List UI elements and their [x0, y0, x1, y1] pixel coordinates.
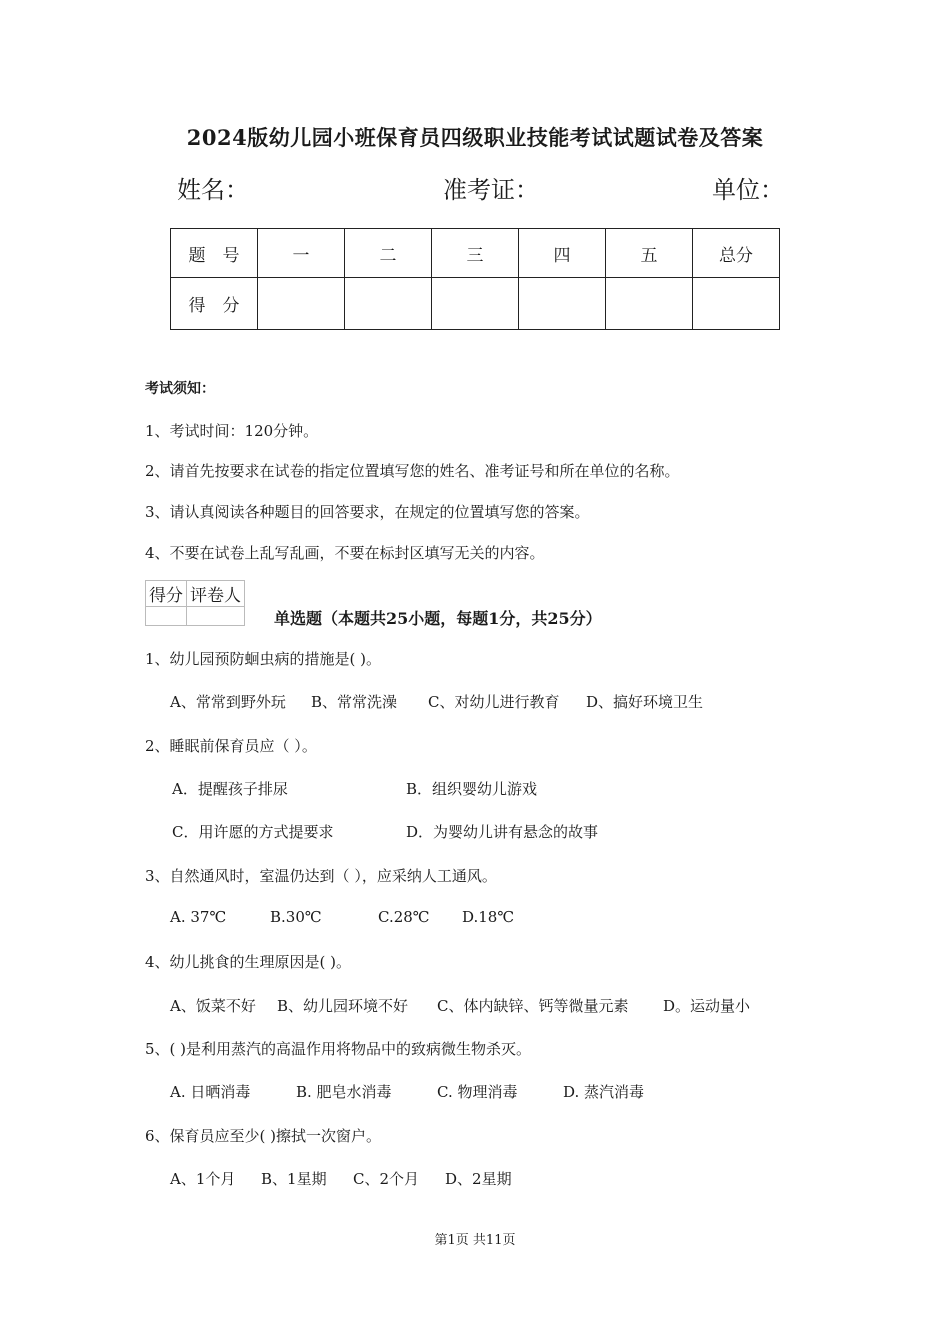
header-cell-4: 四: [519, 229, 606, 278]
question-stem: 1、幼儿园预防蛔虫病的措施是( )。: [145, 650, 382, 668]
score-cell-4[interactable]: [519, 278, 606, 330]
option: A. 37℃: [170, 908, 227, 926]
score-cell-2[interactable]: [345, 278, 432, 330]
grader-box: [145, 580, 245, 626]
score-table-score-row: [171, 278, 780, 330]
question-stem: 3、自然通风时，室温仍达到（ ），应采纳人工通风。: [145, 867, 497, 885]
option: B、幼儿园环境不好: [277, 997, 409, 1015]
option: A．提醒孩子排尿: [172, 780, 288, 798]
score-cell-1[interactable]: [258, 278, 345, 330]
question-stem: 2、睡眠前保育员应（ ）。: [145, 737, 317, 755]
option: A. 日晒消毒: [170, 1083, 251, 1101]
question-stem: 6、保育员应至少( )擦拭一次窗户。: [145, 1127, 382, 1145]
option: B. 肥皂水消毒: [296, 1083, 392, 1101]
page-footer: 第1页 共11页: [434, 1233, 516, 1248]
unit-label: 单位：: [712, 176, 784, 204]
option: C、2个月: [353, 1170, 420, 1188]
header-cell-total: 总分: [693, 229, 780, 278]
option: C.28℃: [378, 908, 430, 926]
option: C. 物理消毒: [437, 1083, 518, 1101]
score-cell-total[interactable]: [693, 278, 780, 330]
header-cell-1: 一: [258, 229, 345, 278]
page-title: 2024版幼儿园小班保育员四级职业技能考试试题试卷及答案: [186, 125, 764, 150]
exam-id-label: 准考证：: [443, 176, 539, 204]
option: C、体内缺锌、钙等微量元素: [437, 997, 629, 1015]
grader-score-cell[interactable]: [146, 607, 187, 626]
question-stem: 5、( )是利用蒸汽的高温作用将物品中的致病微生物杀灭。: [145, 1040, 532, 1058]
option: D。运动量小: [663, 997, 751, 1015]
option: D.18℃: [462, 908, 515, 926]
header-cell-3: 三: [432, 229, 519, 278]
option: D. 蒸汽消毒: [563, 1083, 645, 1101]
option: B、常常洗澡: [311, 693, 398, 711]
score-cell-5[interactable]: [606, 278, 693, 330]
grader-score-label: 得分: [146, 581, 187, 607]
notice-item: 3、请认真阅读各种题目的回答要求，在规定的位置填写您的答案。: [145, 503, 590, 521]
option: B．组织婴幼儿游戏: [406, 780, 538, 798]
notice-item: 4、不要在试卷上乱写乱画，不要在标封区填写无关的内容。: [145, 544, 545, 562]
section-title: 单选题（本题共25小题，每题1分，共25分）: [274, 609, 602, 628]
score-table-header-row: [171, 229, 780, 278]
notice-item: 2、请首先按要求在试卷的指定位置填写您的姓名、准考证号和所在单位的名称。: [145, 462, 680, 480]
option: B、1星期: [261, 1170, 327, 1188]
option: C．用许愿的方式提要求: [172, 823, 334, 841]
option: B.30℃: [270, 908, 322, 926]
option: D．为婴幼儿讲有悬念的故事: [406, 823, 599, 841]
grader-reviewer-label: 评卷人: [187, 581, 245, 607]
score-table: [170, 228, 780, 330]
notice-item: 1、考试时间：120分钟。: [145, 422, 319, 440]
score-cell-3[interactable]: [432, 278, 519, 330]
notice-heading: 考试须知：: [145, 381, 215, 397]
header-cell-question-no: 题 号: [171, 229, 258, 278]
option: C、对幼儿进行教育: [428, 693, 560, 711]
option: D、2星期: [445, 1170, 512, 1188]
option: A、饭菜不好: [170, 997, 256, 1015]
row-label-score: 得 分: [171, 278, 258, 330]
header-cell-2: 二: [345, 229, 432, 278]
name-label: 姓名：: [177, 176, 249, 204]
option: A、1个月: [170, 1170, 236, 1188]
option: A、常常到野外玩: [170, 693, 286, 711]
grader-reviewer-cell[interactable]: [187, 607, 245, 626]
option: D、搞好环境卫生: [586, 693, 704, 711]
header-cell-5: 五: [606, 229, 693, 278]
question-stem: 4、幼儿挑食的生理原因是( )。: [145, 953, 352, 971]
